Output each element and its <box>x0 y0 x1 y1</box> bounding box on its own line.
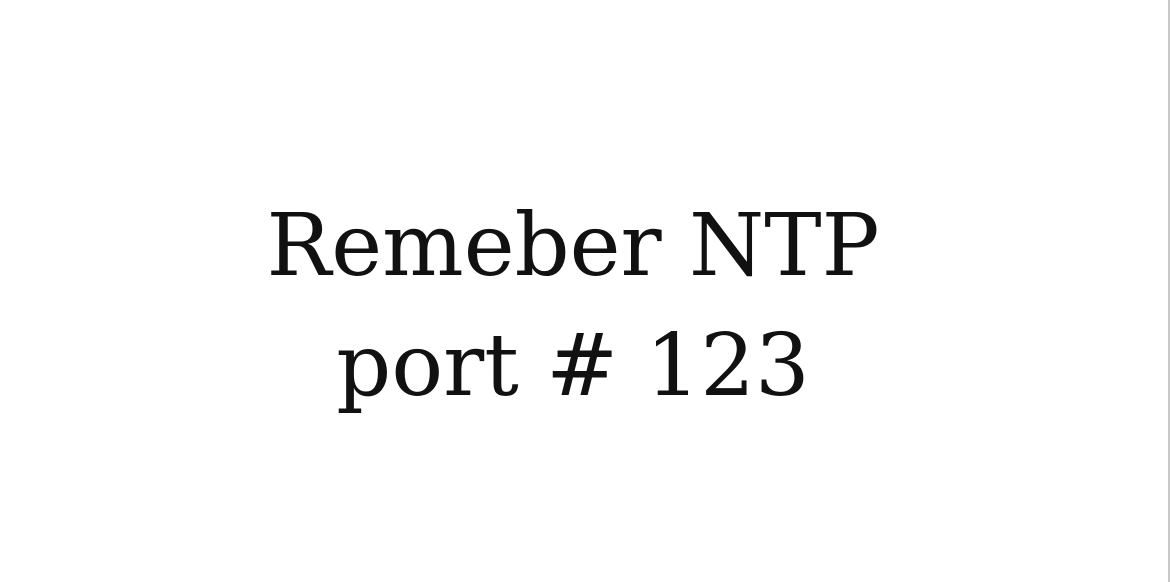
slide-text-block <box>0 186 1146 426</box>
slide-line-2: port # 123 <box>336 316 810 416</box>
slide-line-1: Remeber NTP <box>266 196 880 296</box>
